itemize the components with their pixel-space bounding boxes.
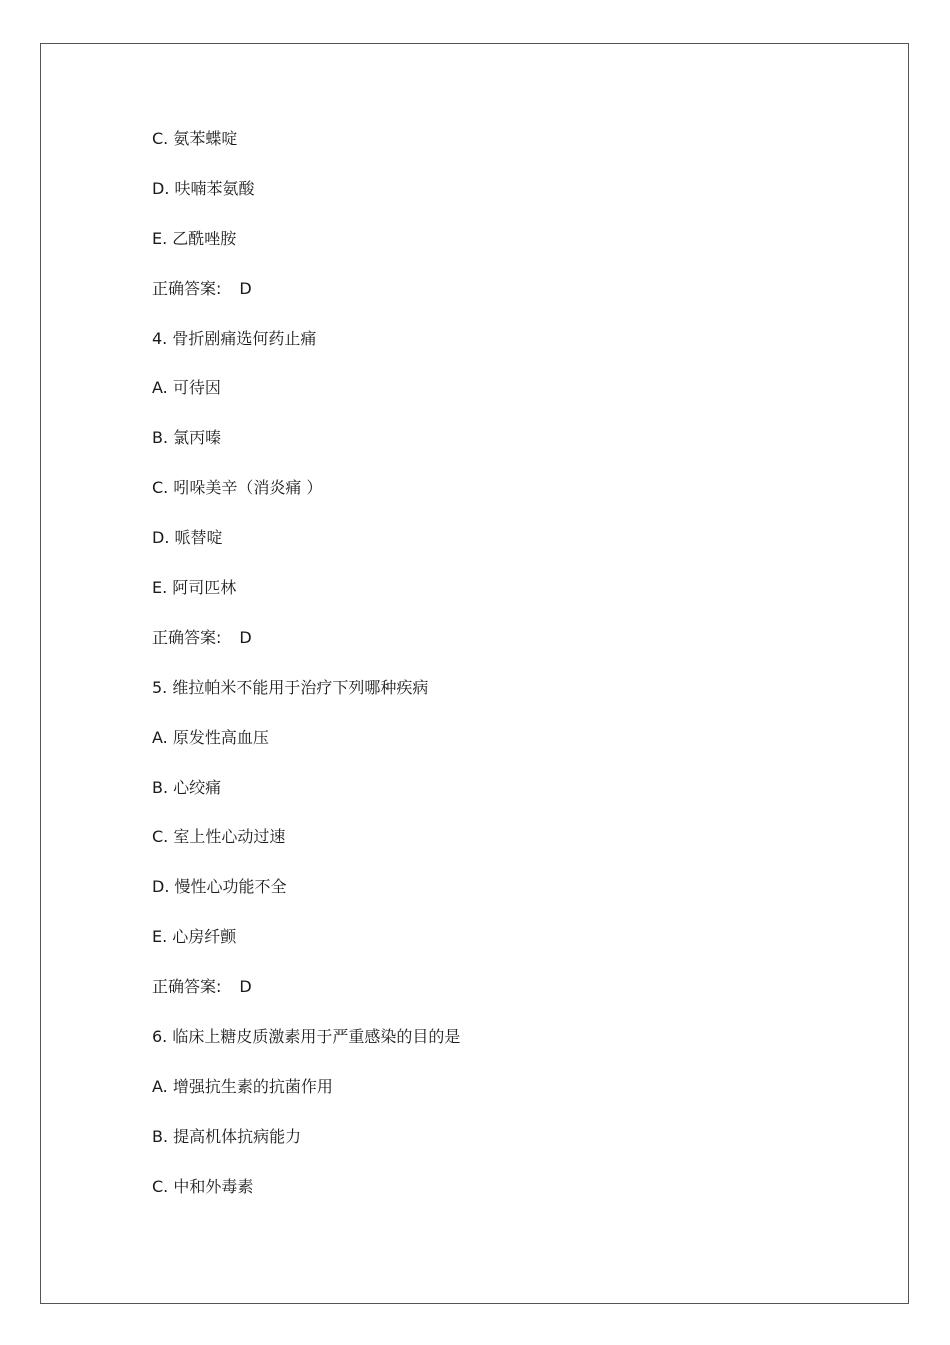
option-line: C. 氨苯蝶啶 xyxy=(152,129,238,148)
option-line: D. 呋喃苯氨酸 xyxy=(152,178,255,198)
option-line: A. 可待因 xyxy=(152,378,221,398)
option-line: A. 增强抗生素的抗菌作用 xyxy=(152,1076,333,1096)
document-body xyxy=(152,127,460,1225)
answer-value: D xyxy=(239,977,252,997)
answer-line xyxy=(152,975,460,1025)
option-line: D. 慢性心功能不全 xyxy=(152,877,287,897)
option-line: A. 原发性高血压 xyxy=(152,727,269,747)
question-line: 4. 骨折剧痛选何药止痛 xyxy=(152,328,317,348)
answer-label: 正确答案: xyxy=(152,278,222,298)
question-line: 5. 维拉帕米不能用于治疗下列哪种疾病 xyxy=(152,677,429,697)
question-line: 6. 临床上糖皮质激素用于严重感染的目的是 xyxy=(152,1027,461,1047)
option-line: D. 哌替啶 xyxy=(152,528,223,548)
option-line: B. 提高机体抗病能力 xyxy=(152,1126,302,1146)
answer-label: 正确答案: xyxy=(152,977,222,997)
option-line: E. 乙酰唑胺 xyxy=(152,228,237,248)
answer-value: D xyxy=(239,627,252,647)
option-line: B. 氯丙嗪 xyxy=(152,428,222,448)
option-line: C. 室上性心动过速 xyxy=(152,827,286,847)
answer-value: D xyxy=(239,278,252,298)
option-line: E. 心房纤颤 xyxy=(152,927,237,947)
answer-line xyxy=(152,626,460,676)
option-line: C. 吲哚美辛（消炎痛 ） xyxy=(152,478,323,498)
option-line: E. 阿司匹林 xyxy=(152,578,237,598)
answer-line xyxy=(152,277,460,327)
answer-label: 正确答案: xyxy=(152,627,222,647)
option-line: B. 心绞痛 xyxy=(152,777,222,797)
option-line: C. 中和外毒素 xyxy=(152,1176,254,1196)
